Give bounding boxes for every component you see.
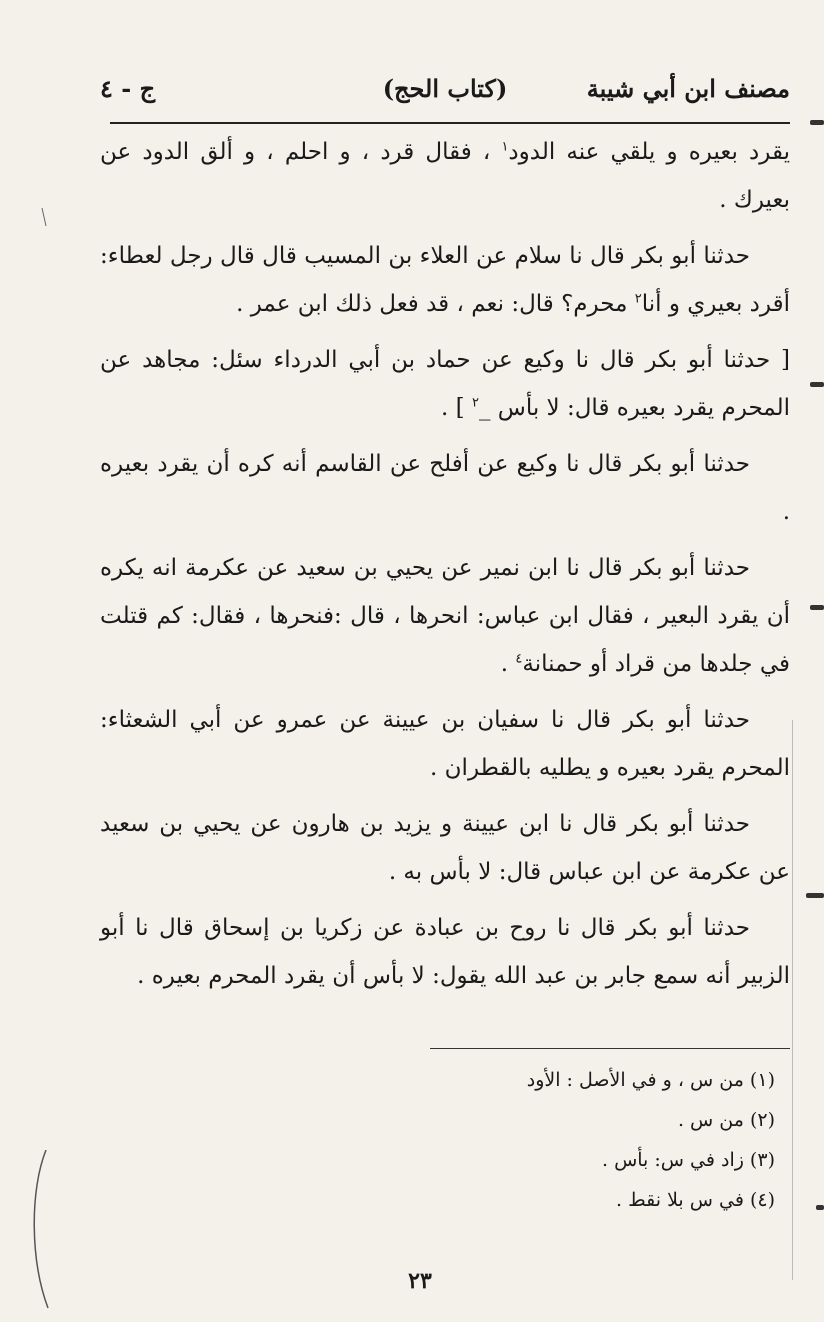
page-number: ٢٣: [408, 1268, 432, 1294]
footnotes: [430, 1060, 775, 1220]
scan-edge-mark: [28, 1150, 58, 1310]
binding-mark: [810, 605, 824, 610]
footnote-marker: ٢: [634, 291, 642, 307]
margin-line: [792, 720, 793, 1280]
chapter-title: (كتاب الحج): [382, 74, 508, 103]
paragraph: حدثنا أبو بكر قال نا وكيع عن أفلح عن القاسم أنه كره أن يقرد بعيره .: [100, 451, 790, 525]
book-title: مصنف ابن أبي شيبة: [586, 74, 790, 103]
footnote-marker: ٢: [471, 395, 479, 411]
footnote: (٤) في س بلا نقط .: [616, 1189, 775, 1211]
footnote: (١) من س ، و في الأصل : الأود: [526, 1069, 775, 1091]
footnote-marker: ٤: [515, 651, 523, 667]
paragraph: حدثنا أبو بكر قال نا ابن عيينة و يزيد بن هارون عن يحيي بن سعيد عن عكرمة عن ابن عباس قال: لا بأس به .: [100, 811, 790, 885]
footnote-rule: [430, 1048, 790, 1049]
paragraph: حدثنا أبو بكر قال نا سلام عن العلاء بن المسيب قال قال رجل لعطاء: أقرد بعيري و أنا$^٢$ محرم؟ قال: نعم ، قد فعل ذلك ابن عمر .: [100, 243, 790, 317]
binding-mark: [810, 382, 824, 387]
binding-mark: [806, 893, 824, 898]
paragraph: يقرد بعيره و يلقي عنه الدود$^١$ ، فقال قرد ، و احلم ، و ألق الدود عن بعيرك .: [100, 139, 790, 213]
paragraph: حدثنا أبو بكر قال نا ابن نمير عن يحيي بن سعيد عن عكرمة انه يكره أن يقرد البعير ، فقال ابن عباس: انحرها ، قال :فنحرها ، فقال: كم قتلت في جلدها من قراد أو حمنانة$^٤$ .: [100, 555, 790, 677]
binding-mark: [816, 1205, 824, 1210]
scan-speck: [40, 208, 48, 228]
page-header: [100, 70, 790, 114]
footnote: (٢) من س .: [677, 1109, 775, 1131]
paragraph: [ حدثنا أبو بكر قال نا وكيع عن حماد بن أبي الدرداء سئل: مجاهد عن المحرم يقرد بعيره قال: لا بأس _$^٢$ ] .: [100, 347, 790, 421]
paragraph: حدثنا أبو بكر قال نا روح بن عبادة عن زكريا بن إسحاق قال نا أبو الزبير أنه سمع جابر بن عبد الله يقول: لا بأس أن يقرد المحرم بعيره .: [100, 915, 790, 989]
volume-label: ج - ٤: [100, 74, 156, 103]
header-rule: [110, 122, 790, 124]
footnote-marker: ١: [501, 139, 509, 155]
paragraph: حدثنا أبو بكر قال نا سفيان بن عيينة عن عمرو عن أبي الشعثاء: المحرم يقرد بعيره و يطليه بالقطران .: [100, 707, 790, 781]
main-text: [100, 128, 790, 1008]
binding-mark: [810, 120, 824, 125]
footnote: (٣) زاد في س: بأس .: [602, 1149, 775, 1171]
